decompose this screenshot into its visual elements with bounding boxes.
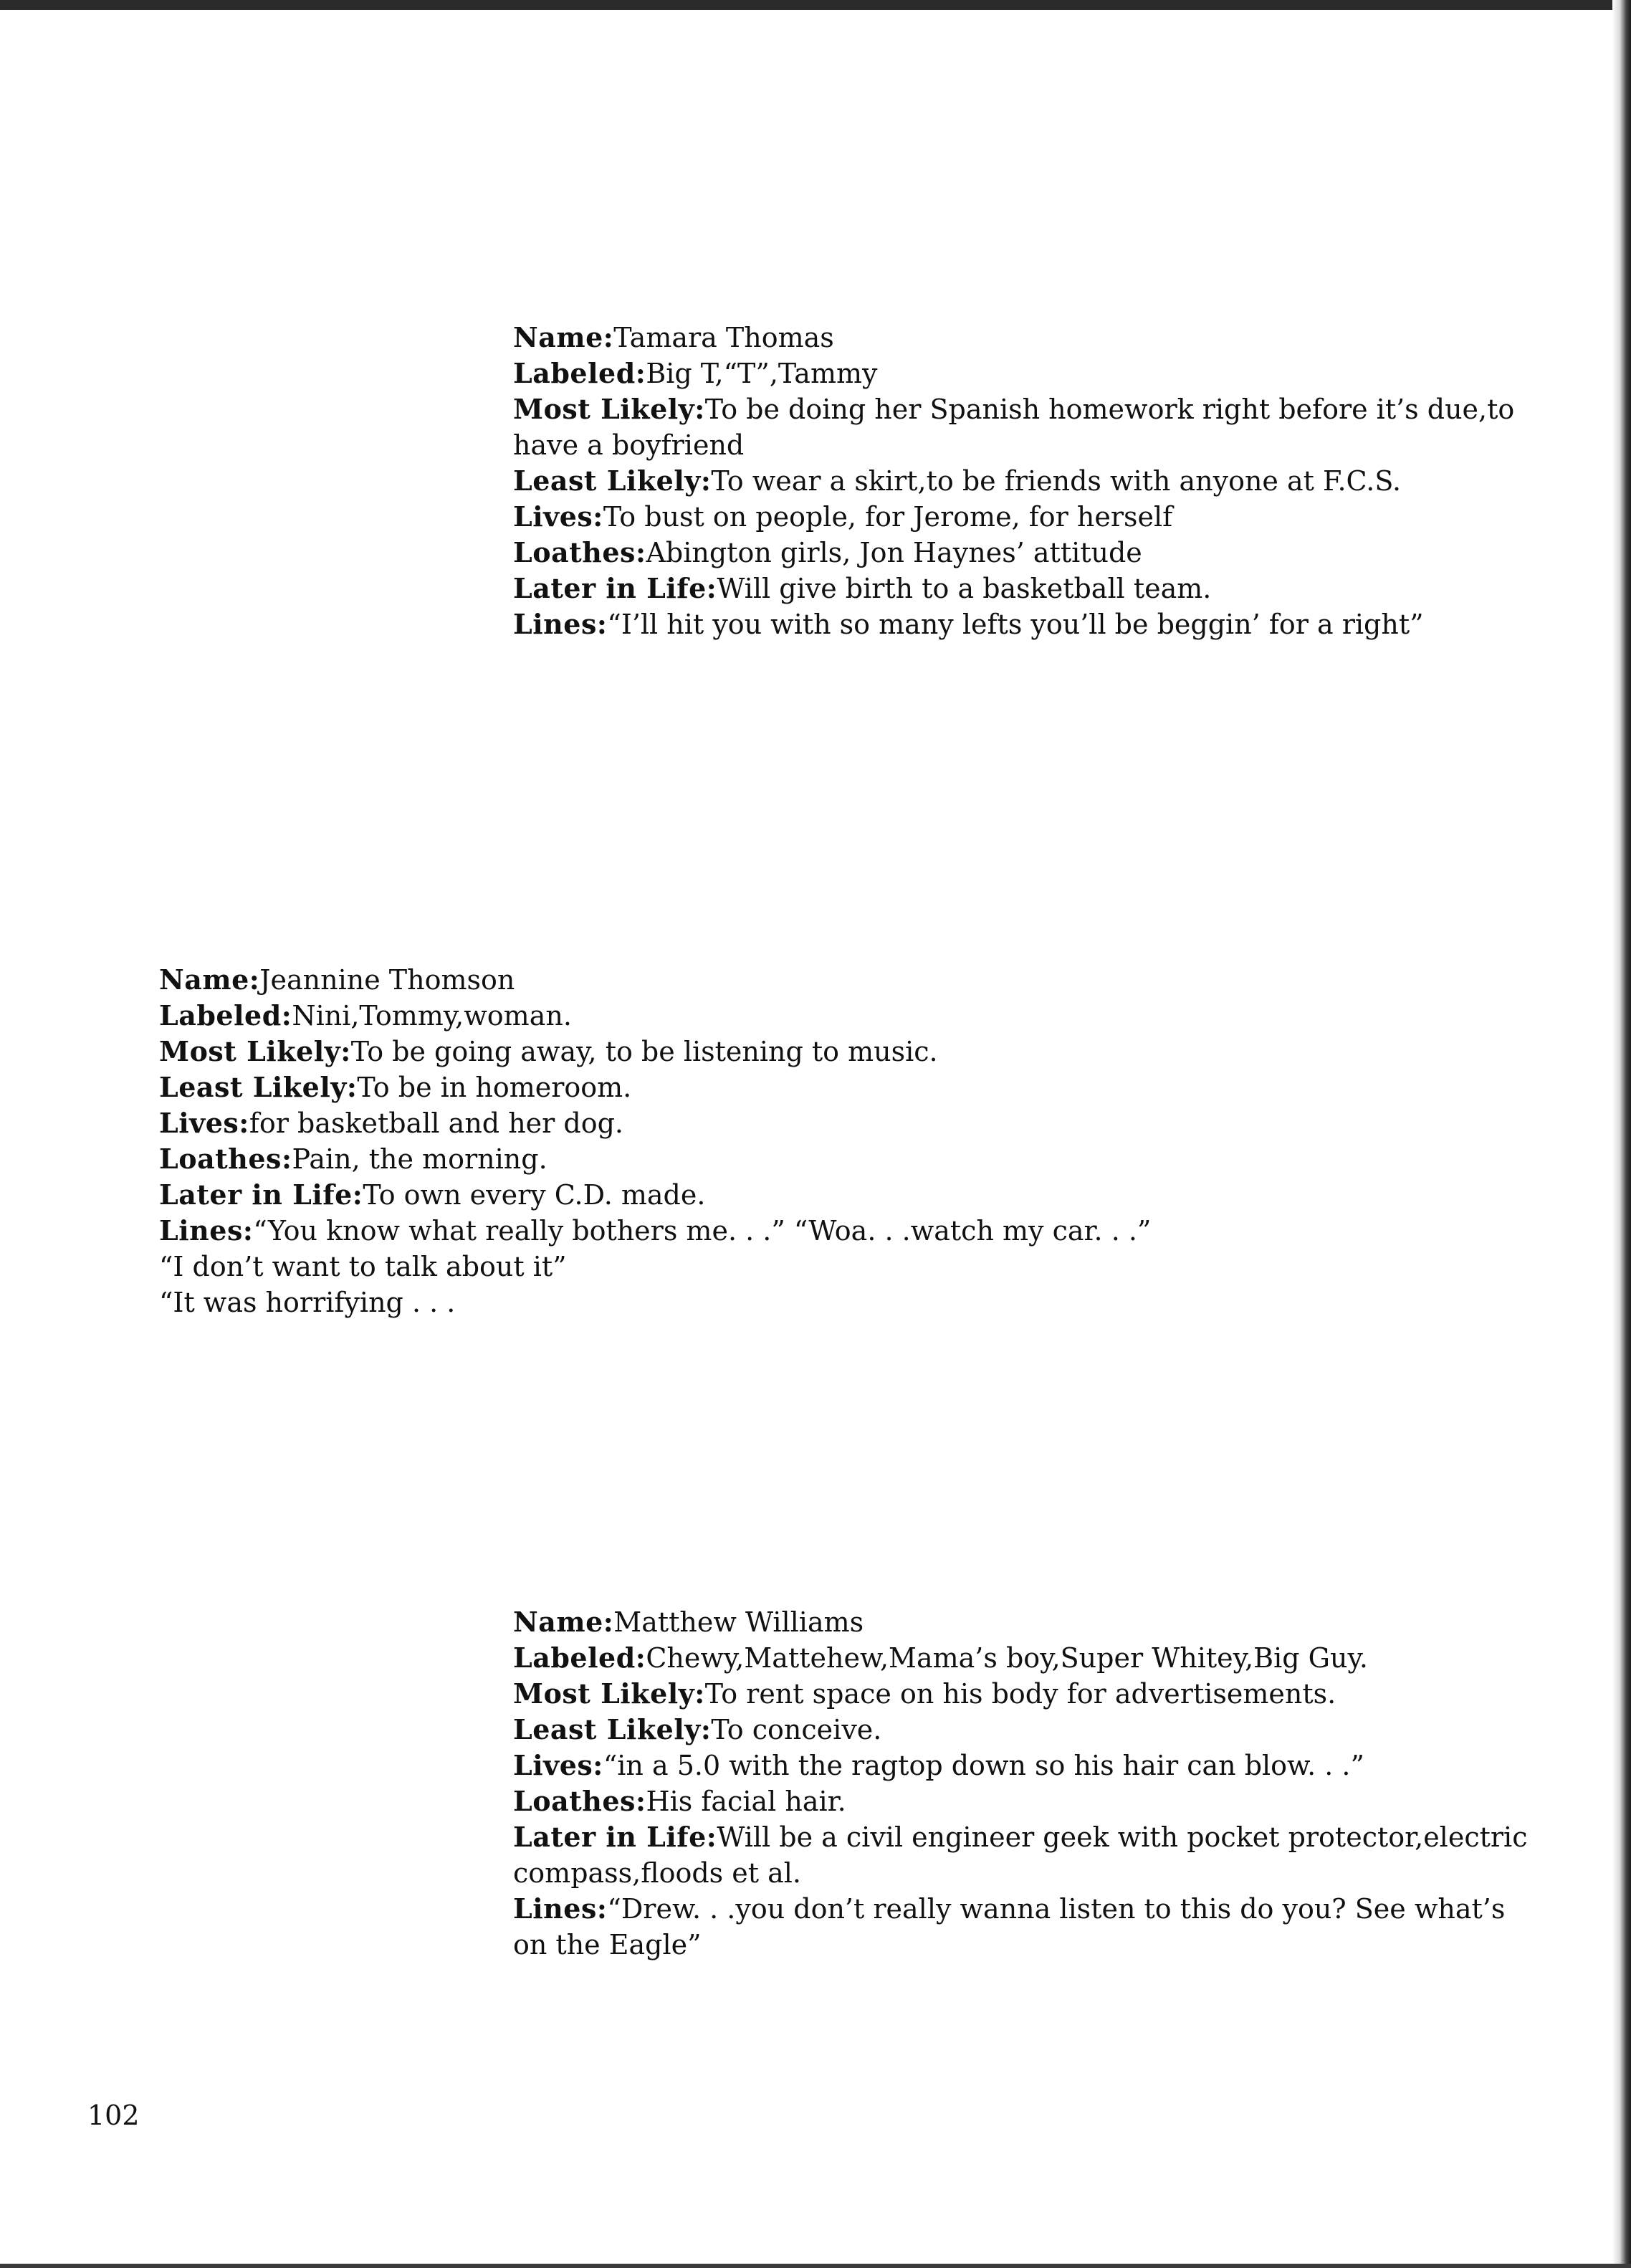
lives-label: Lives: — [513, 1749, 603, 1781]
bottom-border — [0, 2264, 1631, 2268]
later-in-life-continuation: compass,floods et al. — [513, 1857, 801, 1889]
labeled-label: Labeled: — [513, 1642, 646, 1674]
senior-entry-tamara-thomas — [513, 320, 1552, 642]
lines-value: “Drew. . .you don’t really wanna listen to this do you? See what’s — [607, 1893, 1506, 1925]
name-value: Jeannine Thomson — [259, 964, 515, 996]
least-likely-line — [513, 463, 1552, 499]
most-likely-label: Most Likely: — [513, 393, 705, 425]
loathes-value: Pain, the morning. — [292, 1143, 547, 1175]
lines-continuation: on the Eagle” — [513, 1929, 702, 1960]
later-in-life-line — [159, 1177, 1234, 1213]
most-likely-value: To rent space on his body for advertisements. — [704, 1678, 1336, 1710]
least-likely-value: To conceive. — [711, 1714, 882, 1745]
least-likely-line — [159, 1069, 1234, 1105]
senior-entry-jeannine-thomson — [159, 962, 1234, 1320]
name-label: Name: — [513, 321, 614, 353]
name-value: Matthew Williams — [613, 1606, 864, 1638]
labeled-line — [159, 998, 1234, 1034]
page-number: 102 — [87, 2100, 140, 2131]
lives-value: “in a 5.0 with the ragtop down so his hair can blow. . .” — [603, 1750, 1364, 1781]
most-likely-line — [159, 1034, 1234, 1069]
labeled-value: Big T,“T”,Tammy — [646, 358, 878, 389]
senior-entry-matthew-williams — [513, 1604, 1552, 1963]
least-likely-label: Least Likely: — [513, 1713, 712, 1745]
lives-label: Lives: — [159, 1107, 249, 1139]
lives-label: Lives: — [513, 500, 603, 533]
lives-line — [513, 1748, 1552, 1783]
least-likely-value: To wear a skirt,to be friends with anyone at F.C.S. — [711, 465, 1402, 497]
least-likely-label: Least Likely: — [513, 464, 712, 497]
labeled-line — [513, 1640, 1552, 1676]
later-in-life-label: Later in Life: — [159, 1178, 363, 1211]
most-likely-line — [513, 391, 1552, 427]
labeled-value: Nini,Tommy,woman. — [292, 1000, 572, 1031]
loathes-label: Loathes: — [513, 536, 646, 568]
most-likely-continuation: have a boyfriend — [513, 429, 745, 461]
later-in-life-label: Later in Life: — [513, 572, 717, 604]
most-likely-label: Most Likely: — [513, 1677, 705, 1710]
lines-continuation: “I don’t want to talk about it” — [159, 1251, 567, 1282]
name-value: Tamara Thomas — [613, 322, 834, 353]
later-in-life-value: To own every C.D. made. — [363, 1179, 706, 1211]
lines-label: Lines: — [513, 608, 608, 640]
most-likely-value: To be doing her Spanish homework right before it’s due,to — [704, 394, 1515, 425]
later-in-life-value: Will give birth to a basketball team. — [717, 573, 1212, 604]
name-label: Name: — [159, 963, 260, 996]
loathes-line — [513, 535, 1552, 571]
lines-value: “You know what really bothers me. . .” “Woa. . .watch my car. . .” — [253, 1215, 1152, 1247]
lines-line — [159, 1213, 1234, 1249]
page-edge-shadow — [1612, 0, 1631, 2268]
name-line — [159, 962, 1234, 998]
name-line — [513, 320, 1552, 356]
name-label: Name: — [513, 1606, 614, 1638]
loathes-line — [513, 1783, 1552, 1819]
lines-label: Lines: — [159, 1214, 254, 1247]
least-likely-label: Least Likely: — [159, 1071, 358, 1103]
labeled-label: Labeled: — [513, 357, 646, 389]
least-likely-line — [513, 1712, 1552, 1748]
later-in-life-line — [513, 571, 1552, 606]
later-in-life-value: Will be a civil engineer geek with pocket protector,electric — [717, 1821, 1528, 1853]
later-in-life-label: Later in Life: — [513, 1821, 717, 1853]
later-in-life-line — [513, 1819, 1552, 1855]
least-likely-value: To be in homeroom. — [357, 1072, 632, 1103]
lines-label: Lines: — [513, 1892, 608, 1925]
lines-continuation: “It was horrifying . . . — [159, 1287, 456, 1318]
most-likely-value: To be going away, to be listening to music. — [350, 1036, 938, 1067]
loathes-value: His facial hair. — [646, 1786, 846, 1817]
name-line — [513, 1604, 1552, 1640]
lines-line — [513, 1891, 1552, 1927]
most-likely-line — [513, 1676, 1552, 1712]
lines-value: “I’ll hit you with so many lefts you’ll be beggin’ for a right” — [607, 609, 1424, 640]
loathes-label: Loathes: — [159, 1143, 292, 1175]
loathes-value: Abington girls, Jon Haynes’ attitude — [646, 537, 1142, 568]
top-border — [0, 0, 1612, 10]
lives-value: for basketball and her dog. — [249, 1107, 624, 1139]
loathes-line — [159, 1141, 1234, 1177]
labeled-value: Chewy,Mattehew,Mama’s boy,Super Whitey,Big Guy. — [646, 1642, 1368, 1674]
lines-line — [513, 606, 1552, 642]
lives-value: To bust on people, for Jerome, for herself — [603, 501, 1173, 533]
labeled-line — [513, 356, 1552, 391]
most-likely-label: Most Likely: — [159, 1035, 351, 1067]
loathes-label: Loathes: — [513, 1785, 646, 1817]
lives-line — [513, 499, 1552, 535]
labeled-label: Labeled: — [159, 999, 292, 1031]
lives-line — [159, 1105, 1234, 1141]
